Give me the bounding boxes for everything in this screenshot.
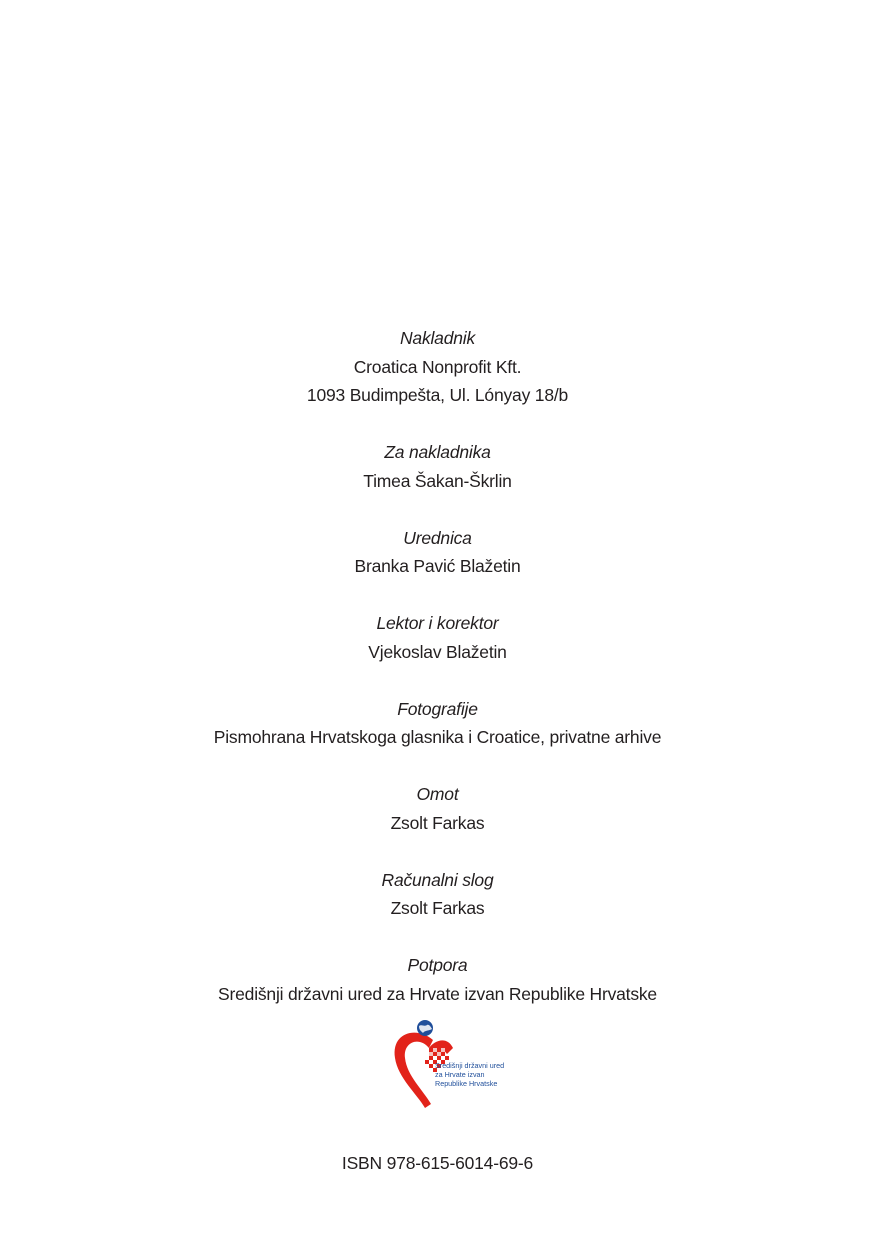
credit-role: Potpora xyxy=(407,955,468,975)
credit-role: Omot xyxy=(416,784,459,804)
credit-line: Timea Šakan-Škrlin xyxy=(363,470,512,491)
credit-proofreader xyxy=(0,609,875,666)
credit-line: Središnji državni ured za Hrvate izvan Republike Hrvatske xyxy=(218,983,657,1004)
credit-line: Pismohrana Hrvatskoga glasnika i Croatice, privatne arhive xyxy=(213,727,662,747)
credit-role: Za nakladnika xyxy=(384,442,491,462)
credit-role: Nakladnik xyxy=(399,328,476,348)
credit-role: Lektor i korektor xyxy=(376,613,499,633)
credit-cover xyxy=(0,780,875,837)
credit-line: Zsolt Farkas xyxy=(390,812,485,833)
credit-support xyxy=(0,951,875,1008)
credit-line: Croatica Nonprofit Kft. xyxy=(353,356,522,377)
credit-role: Urednica xyxy=(403,527,472,548)
logo-line-2: za Hrvate izvan xyxy=(435,1070,485,1079)
credit-typesetting xyxy=(0,866,875,923)
credit-line: Zsolt Farkas xyxy=(390,898,485,918)
credit-line: Vjekoslav Blažetin xyxy=(368,641,507,662)
globe-icon xyxy=(417,1020,433,1036)
credit-editor xyxy=(0,524,875,581)
sdu-logo xyxy=(389,1018,509,1112)
credit-for-publisher xyxy=(0,438,875,495)
credit-line: Branka Pavić Blažetin xyxy=(354,556,521,576)
credit-photos xyxy=(0,695,875,752)
credit-role: Fotografije xyxy=(397,698,478,719)
ribbon-left xyxy=(395,1033,433,1108)
credit-publisher xyxy=(0,324,875,410)
credit-line: 1093 Budimpešta, Ul. Lónyay 18/b xyxy=(306,385,569,405)
logo-line-1: Središnji državni ured xyxy=(435,1061,505,1070)
credits-list xyxy=(0,324,875,1037)
credit-role: Računalni slog xyxy=(381,869,494,890)
logo-line-3: Republike Hrvatske xyxy=(435,1079,498,1088)
heart-ribbon-globe-icon xyxy=(389,1018,509,1112)
isbn: ISBN 978-615-6014-69-6 xyxy=(341,1153,534,1173)
